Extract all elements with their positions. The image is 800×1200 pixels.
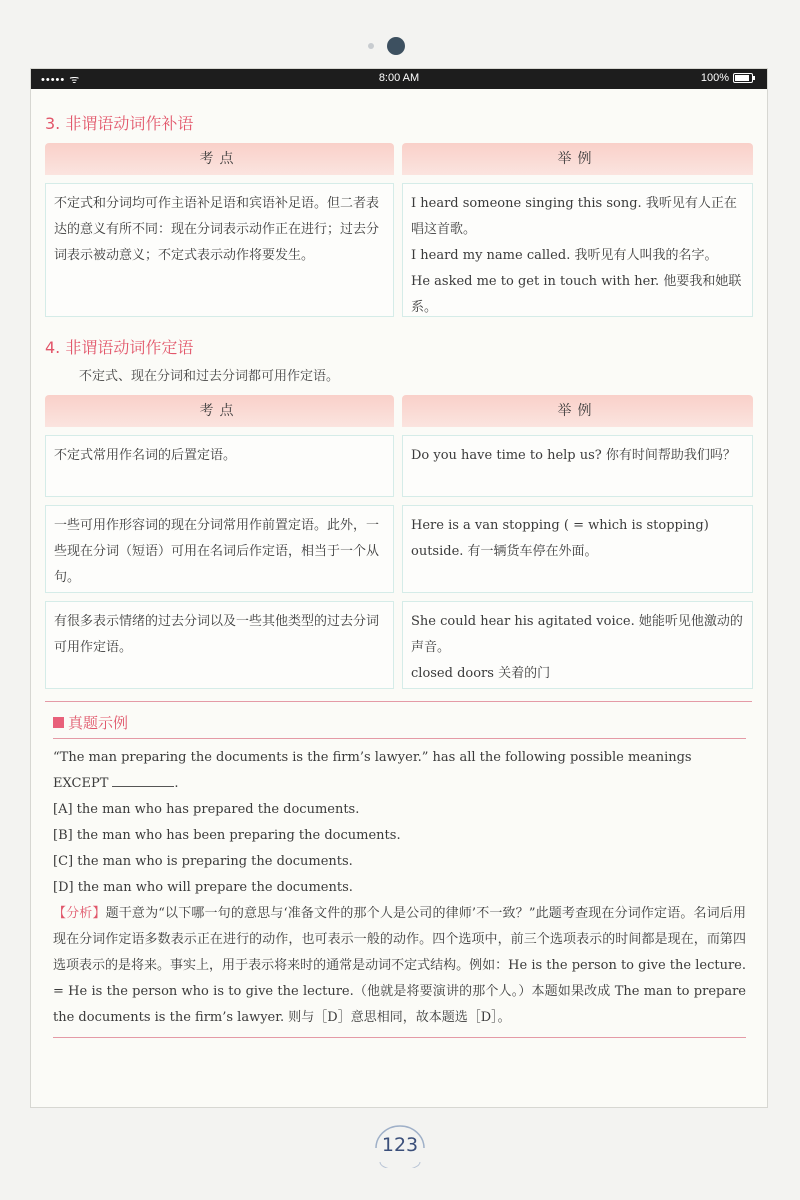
option-a: [A] the man who has prepared the documents.: [53, 802, 360, 817]
analysis-body: 题干意为“以下哪一句的意思与‘准备文件的那个人是公司的律师’不一致？”此题考查现在分词作定语。名词后用现在分词作定语多数表示正在进行的动作，也可表示一般的动作。四个选项中，前三个选项表示的时间都是现在，而第四选项表示的是将来。事实上，用于表示将来时的通常是动词不定式结构。例如：He is the person to give the lecture. = He is the person who is to give the lecture.（他就是将要演讲的那个人。）本题如果改成 The man to prepare the documents is the firm’s lawyer. 则与［D］意思相同，故本题选［D］。: [53, 906, 746, 1025]
square-bullet-icon: [53, 717, 64, 728]
divider: [53, 738, 746, 739]
col-header-example: 举例: [402, 395, 753, 427]
option-d: [D] the man who will prepare the documents.: [53, 880, 353, 895]
table-cell-point: [45, 505, 394, 593]
point-text: 有很多表示情绪的过去分词以及一些其他类型的过去分词可用作定语。: [54, 614, 380, 655]
divider: [45, 701, 752, 702]
point-text: 不定式常用作名词的后置定语。: [54, 448, 237, 463]
tablet-screen: [30, 68, 768, 1108]
example-line: She could hear his agitated voice. 她能听见他激动的声音。: [411, 614, 743, 655]
battery-icon: [733, 73, 753, 83]
page-number: [372, 1122, 428, 1168]
table-cell-example: [402, 505, 753, 593]
col-header-example: 举例: [402, 143, 753, 175]
table-cell-point: [45, 601, 394, 689]
light-sensor: [368, 43, 374, 49]
example-line: Here is a van stopping ( = which is stopping) outside. 有一辆货车停在外面。: [411, 518, 709, 559]
question-text: [53, 745, 746, 797]
answer-blank: [112, 772, 174, 787]
table-cell-example: [402, 435, 753, 497]
analysis-text: [53, 901, 746, 1031]
point-text: 一些可用作形容词的现在分词常用作前置定语。此外，一些现在分词（短语）可用在名词后作定语，相当于一个从句。: [54, 518, 380, 585]
section-4-table: [45, 395, 752, 689]
point-text: 不定式和分词均可作主语补足语和宾语补足语。但二者表达的意义有所不同：现在分词表示动作正在进行；过去分词表示被动意义；不定式表示动作将要发生。: [54, 196, 380, 263]
section-3-table: [45, 143, 752, 317]
page-content: [31, 111, 767, 1038]
battery-percent: 100%: [700, 72, 729, 84]
section-3-heading: 3. 非谓语动词作补语: [45, 114, 194, 133]
exam-example: [45, 710, 752, 1038]
camera-icon: [387, 37, 405, 55]
exam-example-heading: [53, 710, 746, 734]
question-stem: “The man preparing the documents is the firm’s lawyer.” has all the following possible meanings EXCEPT: [53, 750, 692, 791]
section-4-intro: 不定式、现在分词和过去分词都可用作定语。: [79, 369, 340, 384]
table-cell-example: [402, 183, 753, 317]
battery-status: [701, 72, 753, 84]
status-bar: [31, 69, 767, 89]
example-line: I heard my name called. 我听见有人叫我的名字。: [411, 248, 718, 263]
table-cell-example: [402, 601, 753, 689]
example-line: closed doors 关着的门: [411, 666, 551, 681]
example-line: I heard someone singing this song. 我听见有人正在唱这首歌。: [411, 196, 737, 237]
exam-example-title: 真题示例: [68, 713, 129, 732]
signal-wifi-icon: ••••• ᯤ: [41, 74, 81, 86]
example-line: He asked me to get in touch with her. 他要我和她联系。: [411, 274, 742, 315]
example-line: Do you have time to help us? 你有时间帮助我们吗？: [411, 448, 736, 463]
status-time: 8:00 AM: [378, 72, 420, 84]
analysis-tag: 【分析】: [53, 906, 106, 921]
page-number-text: 123: [381, 1134, 419, 1156]
option-c: [C] the man who is preparing the documents.: [53, 854, 353, 869]
table-cell-point: [45, 435, 394, 497]
col-header-point: 考点: [45, 395, 394, 427]
col-header-point: 考点: [45, 143, 394, 175]
question-end: .: [174, 776, 179, 791]
section-4-heading: 4. 非谓语动词作定语: [45, 338, 194, 357]
table-cell-point: [45, 183, 394, 317]
divider: [53, 1037, 746, 1038]
option-b: [B] the man who has been preparing the documents.: [53, 828, 401, 843]
